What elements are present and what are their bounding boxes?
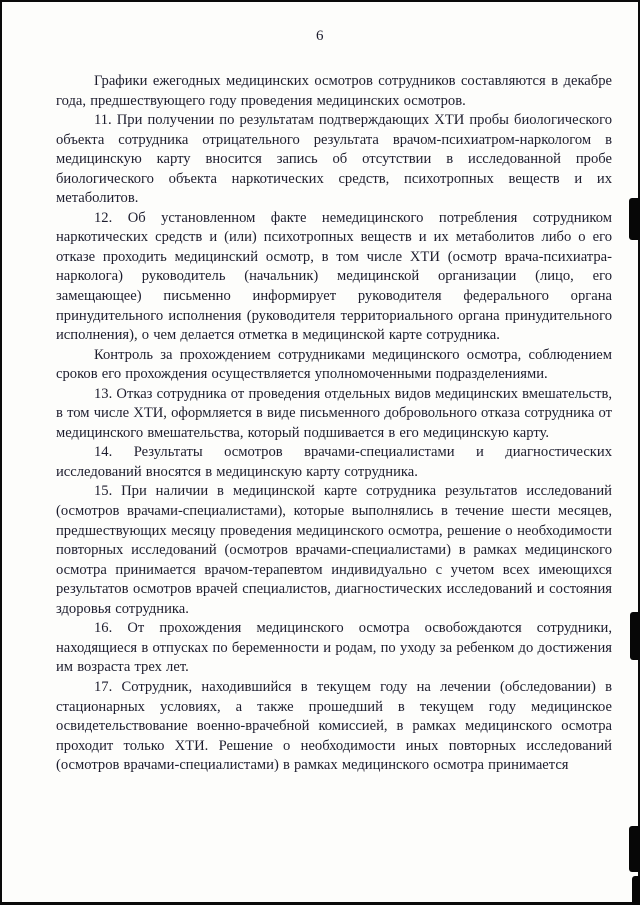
paragraph-item-11: 11. При получении по результатам подтверждающих ХТИ пробы биологического объекта сотрудника отрицательного результата врачом-психиатром-наркологом в медицинскую карту вносится запись об отсутствии в исследованной пробе биологического объекта наркотических средств, психотропных веществ и их метаболитов. <box>56 112 612 207</box>
paragraph-item-13: 13. Отказ сотрудника от проведения отдельных видов медицинских вмешательств, в том числе ХТИ, оформляется в виде письменного добровольного отказа сотрудника от медицинского вмешательства, который подшивается в его медицинскую карту. <box>56 385 612 441</box>
paragraph-item-16: 16. От прохождения медицинского осмотра освобождаются сотрудники, находящиеся в отпусках по беременности и родам, по уходу за ребенком до достижения им возраста трех лет. <box>56 620 612 676</box>
paragraph-intro: Графики ежегодных медицинских осмотров сотрудников составляются в декабре года, предшествующего году проведения медицинских осмотров. <box>56 73 612 109</box>
paragraph-control: Контроль за прохождением сотрудниками медицинского осмотра, соблюдением сроков его прохождения осуществляется уполномоченными подразделениями. <box>56 346 612 383</box>
scan-edge-left <box>0 0 2 905</box>
scan-edge-top <box>0 0 640 2</box>
paragraph-item-14: 14. Результаты осмотров врачами-специалистами и диагностических исследований вносятся в медицинскую карту сотрудника. <box>56 444 612 480</box>
paragraph-item-15: 15. При наличии в медицинской карте сотрудника результатов исследований (осмотров врачами-специалистами), которые выполнялись в течение шести месяцев, предшествующих месяцу проведения медицинского осмотра, решение о необходимости повторных исследований (осмотров врачами-специалистами) в рамках медицинского осмотра принимается врачом-терапевтом индивидуально с учетом всех имеющихся результатов осмотров врачей специалистов, диагностических исследований и состояния здоровья сотрудника. <box>56 483 612 617</box>
page-number: 6 <box>316 28 324 44</box>
scan-artifact-right-4 <box>632 876 640 905</box>
paragraph-item-17: 17. Сотрудник, находившийся в текущем году на лечении (обследовании) в стационарных условиях, а также прошедший в текущем году медицинское освидетельствование военно-врачебной комиссией, в рамках медицинского осмотра проходит только ХТИ. Решение о необходимости иных повторных исследований (осмотров врачами-специалистами) в рамках медицинского осмотра принимается <box>56 678 612 774</box>
scan-artifact-right-3 <box>629 826 640 872</box>
paragraph-item-12: 12. Об установленном факте немедицинского потребления сотрудником наркотических средств и (или) психотропных веществ и их метаболитов либо о его отказе проходить медицинский осмотр, в том числе ХТИ (осмотр врача-психиатра-нарколога) руководитель (начальник) медицинской организации (лицо, его замещающее) письменно информирует руководителя федерального органа принудительного исполнения (руководителя территориального органа принудительного исполнения), о чем делается отметка в медицинской карте сотрудника. <box>56 209 612 344</box>
scan-artifact-right-2 <box>630 612 640 660</box>
scan-artifact-right-1 <box>629 198 640 240</box>
document-body-text <box>56 72 612 776</box>
